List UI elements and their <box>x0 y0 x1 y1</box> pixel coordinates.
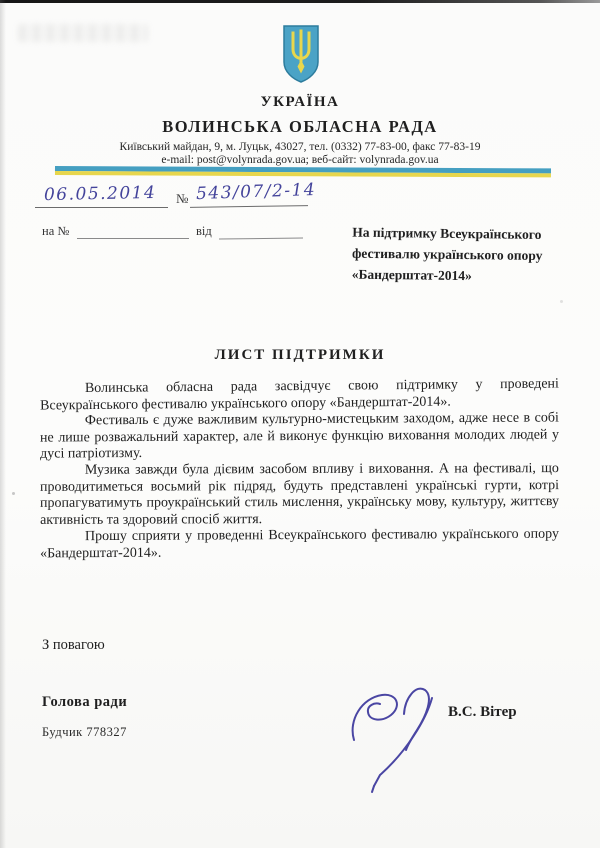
body-paragraph: Волинська обласна рада засвідчує свою підтримку у проведені Всеукраїнського фестивалю українського опору «Бандерштат-2014». <box>40 376 559 414</box>
scan-bleed-artifact <box>18 24 148 42</box>
subject-block <box>352 222 569 288</box>
organization-title: ВОЛИНСЬКА ОБЛАСНА РАДА <box>162 117 438 136</box>
handwritten-date: 06.05.2014 <box>43 182 157 206</box>
subject-line: На підтримку Всеукраїнського <box>352 224 542 242</box>
body-paragraph: Музика завжди була дієвим засобом впливу і виховання. А на фестивалі, що проводитиметься восьмий рік підряд, будуть представлені українські гурти, котрі пропагуватимуть проукраїнський стиль мислення, українську мову, культуру, життєву активність та здоровий спосіб життя. <box>39 461 560 528</box>
closing-salutation: З повагою <box>42 637 105 653</box>
reply-date-label: від <box>196 224 212 238</box>
letter-body <box>39 376 560 562</box>
reply-number-blank-line <box>77 238 189 239</box>
subject-line: «Бандерштат-2014» <box>351 266 472 284</box>
scan-edge-artifact <box>0 0 600 3</box>
letter-title: ЛИСТ ПІДТРИМКИ <box>214 347 386 363</box>
body-paragraph: Прошу сприяти у проведенні Всеукраїнського фестивалю українського опору «Бандерштат-2014». <box>40 526 559 562</box>
country-title: УКРАЇНА <box>260 94 340 110</box>
scan-speck-artifact <box>560 300 563 303</box>
body-paragraph: Фестиваль є дуже важливим культурно-мистецьким заходом, адже несе в собі не лише розважальний характер, але й виконує функцію виховання молодих людей у дусі патріотизму. <box>39 410 560 462</box>
scan-speck-artifact <box>12 492 15 495</box>
signer-position: Голова ради <box>42 694 128 710</box>
subject-line: фестивалю українського опору <box>351 245 543 264</box>
number-underline <box>190 205 308 208</box>
ukraine-coat-of-arms-icon <box>281 24 321 84</box>
contacts-line: e-mail: post@volynrada.gov.ua; веб-сайт: volynrada.gov.ua <box>161 154 439 166</box>
number-sign-label: № <box>176 191 189 206</box>
reply-number-label: на № <box>42 224 70 238</box>
handwritten-signature <box>344 678 454 796</box>
address-line: Київський майдан, 9, м. Луцьк, 43027, тел. (0332) 77-83-00, факс 77-83-19 <box>119 141 481 153</box>
signer-name: В.С. Вітер <box>448 704 517 720</box>
date-underline <box>35 207 168 208</box>
executor-note: Будчик 778327 <box>42 725 127 739</box>
handwritten-number: 543/07/2-14 <box>195 179 317 205</box>
reply-date-blank-line <box>219 238 303 240</box>
ukraine-flag-stripe <box>55 166 551 177</box>
